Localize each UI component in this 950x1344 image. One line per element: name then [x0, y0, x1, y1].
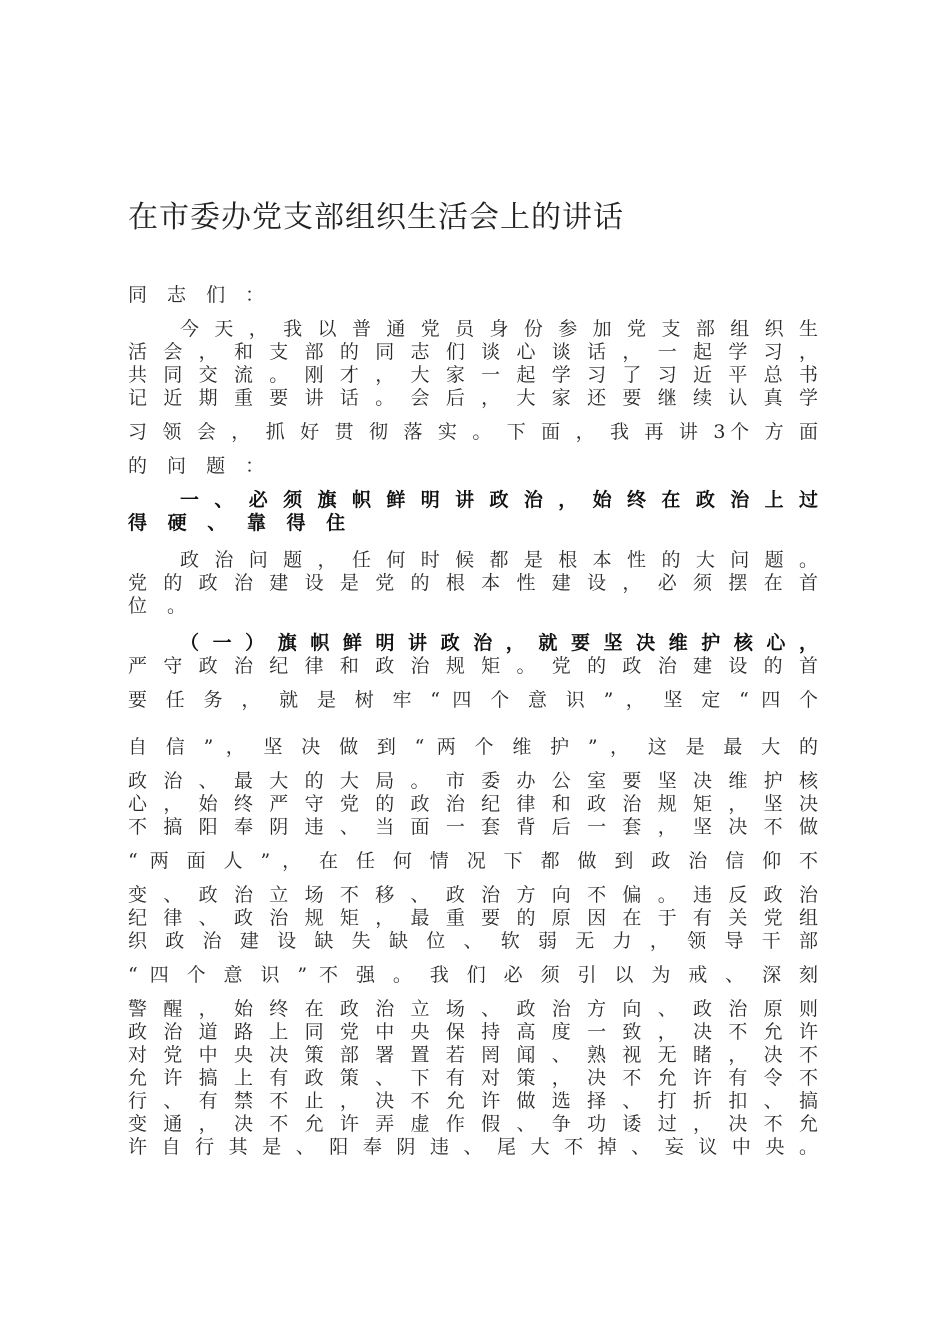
text-line: 严 守 政 治 纪 律 和 政 治 规 矩 。 党 的 政 治 建 设 的 首 — [128, 655, 818, 677]
text-line: 变 通 ， 决 不 允 许 弄 虚 作 假 、 争 功 诿 过 ， 决 不 允 — [128, 1113, 818, 1135]
document-body — [128, 284, 818, 1159]
text-line: 共 同 交 流 。 刚 才 ， 大 家 一 起 学 习 了 习 近 平 总 书 — [128, 364, 818, 386]
text-line: 的 问 题 ： — [128, 455, 272, 477]
text-line: 行 、 有 禁 不 止 ， 决 不 允 许 做 选 择 、 打 折 扣 、 搞 — [128, 1090, 818, 1112]
text-line: 不 搞 阳 奉 阴 违 、 当 面 一 套 背 后 一 套 ， 坚 决 不 做 — [128, 816, 818, 838]
text-line: 同 志 们 ： — [128, 284, 272, 306]
text-line: 变 、 政 治 立 场 不 移 、 政 治 方 向 不 偏 。 违 反 政 治 — [128, 884, 818, 906]
text-line: 允 许 搞 上 有 政 策 、 下 有 对 策 ， 决 不 允 许 有 令 不 — [128, 1067, 818, 1089]
text-line: 政 治 、 最 大 的 大 局 。 市 委 办 公 室 要 坚 决 维 护 核 — [128, 770, 818, 792]
text-line: “ 四 个 意 识 ” 不 强 。 我 们 必 须 引 以 为 戒 、 深 刻 — [128, 964, 818, 986]
text-line: 纪 律 、 政 治 规 矩 ， 最 重 要 的 原 因 在 于 有 关 党 组 — [128, 907, 818, 929]
text-line: 位 。 — [128, 595, 194, 617]
text-line: 自 信 ” ， 坚 决 做 到 “ 两 个 维 护 ” ， 这 是 最 大 的 — [128, 736, 818, 758]
text-line: 一 、 必 须 旗 帜 鲜 明 讲 政 治 ， 始 终 在 政 治 上 过 — [180, 489, 818, 511]
text-line: 对 党 中 央 决 策 部 署 置 若 罔 闻 、 熟 视 无 睹 ， 决 不 — [128, 1044, 818, 1066]
text-line: 得 硬 、 靠 得 住 — [128, 512, 353, 534]
text-line: 要 任 务 ， 就 是 树 牢 “ 四 个 意 识 ” ， 坚 定 “ 四 个 — [128, 689, 818, 711]
text-line: “ 两 面 人 ” ， 在 任 何 情 况 下 都 做 到 政 治 信 仰 不 — [128, 850, 818, 872]
text-line: 习 领 会 ， 抓 好 贯 彻 落 实 。 下 面 ， 我 再 讲 3个 方 面 — [128, 421, 818, 443]
text-line: 党 的 政 治 建 设 是 党 的 根 本 性 建 设 ， 必 须 摆 在 首 — [128, 572, 818, 594]
text-line: 今 天 ， 我 以 普 通 党 员 身 份 参 加 党 支 部 组 织 生 — [180, 318, 818, 340]
text-line: 心 ， 始 终 严 守 党 的 政 治 纪 律 和 政 治 规 矩 ， 坚 决 — [128, 793, 818, 815]
text-line: 政 治 问 题 ， 任 何 时 候 都 是 根 本 性 的 大 问 题 。 — [180, 549, 818, 571]
text-line: 许 自 行 其 是 、 阳 奉 阴 违 、 尾 大 不 掉 、 妄 议 中 央 。 — [128, 1136, 818, 1158]
text-line: 活 会 ， 和 支 部 的 同 志 们 谈 心 谈 话 ， 一 起 学 习 ， — [128, 341, 818, 363]
text-line: 政 治 道 路 上 同 党 中 央 保 持 高 度 一 致 ， 决 不 允 许 — [128, 1021, 818, 1043]
page-title: 在市委办党支部组织生活会上的讲话 — [128, 200, 624, 235]
text-line: 记 近 期 重 要 讲 话 。 会 后 ， 大 家 还 要 继 续 认 真 学 — [128, 387, 818, 409]
text-line: 织 政 治 建 设 缺 失 缺 位 、 软 弱 无 力 ， 领 导 干 部 — [128, 930, 818, 952]
text-line: 警 醒 ， 始 终 在 政 治 立 场 、 政 治 方 向 、 政 治 原 则 — [128, 998, 818, 1020]
text-line: （ 一 ） 旗 帜 鲜 明 讲 政 治 ， 就 要 坚 决 维 护 核 心 ， — [180, 632, 818, 654]
